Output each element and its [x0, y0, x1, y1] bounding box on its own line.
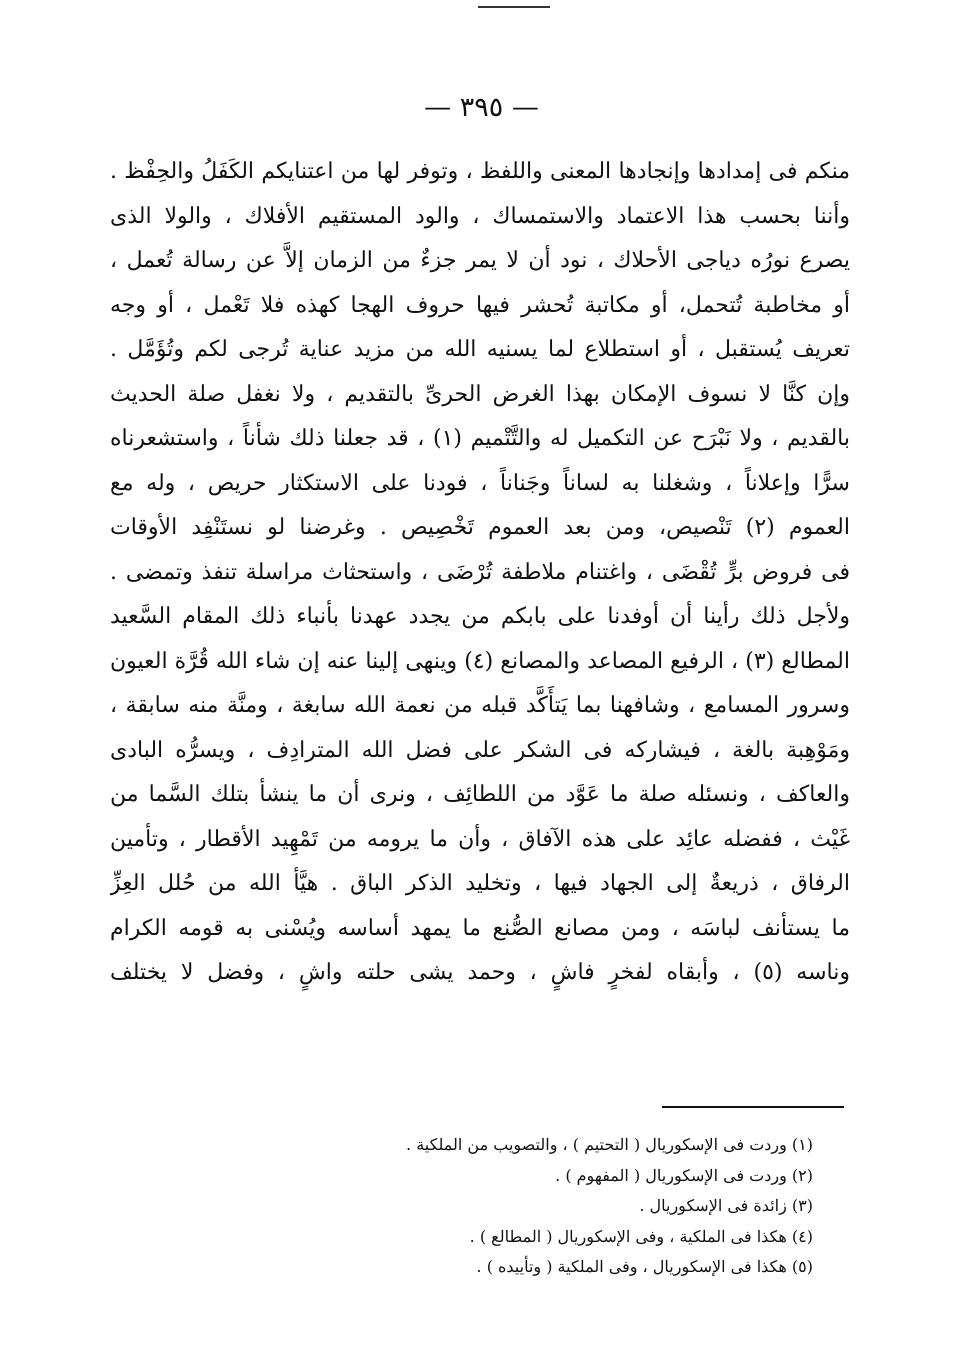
page-number: — ٣٩٥ — — [424, 92, 539, 123]
footnote: (٢) وردت فى الإسكوريال ( المفهوم ) . — [555, 1165, 813, 1185]
body-line: ومَوْهِبة بالغة ، فيشاركه فى الشكر على فضل الله المترادِف ، ويسرُّه البادى — [110, 737, 850, 763]
footnote: (١) وردت فى الإسكوريال ( التحتيم ) ، والتصويب من الملكية . — [406, 1135, 813, 1154]
footnote: (٤) هكذا فى الملكية ، وفى الإسكوريال ( المطالع ) . — [469, 1226, 813, 1246]
footnote: (٣) زائدة فى الإسكوريال . — [639, 1196, 813, 1215]
body-line: أو مخاطبة تُتحمل، أو مكاتبة تُحشر فيها حروف الهجا كهذه فلا تَعْمل ، أو وجه — [110, 292, 850, 318]
body-line: يصرع نورُه دياجى الأحلاك ، نود أن لا يمر جزءٌ من الزمان إلاَّ عن رسالة تُعمل ، — [110, 248, 850, 273]
body-line: والعاكف ، ونسئله صلة ما عَوَّد من اللطائِف ، ونرى أن ما ينشأ بتلك السَّما من — [110, 782, 850, 807]
body-text — [110, 150, 850, 996]
top-edge-mark — [478, 0, 550, 8]
body-line: الرفاق ، ذريعةٌ إلى الجهاد فيها ، وتخليد الذكر الباق . هيَّأ الله من حُلل العِزِّ — [110, 871, 850, 896]
body-line: وناسه (٥) ، وأبقاه لفخرٍ فاشٍ ، وحمد يشى حلته واشٍ ، وفضل لا يختلف — [110, 960, 850, 985]
body-line: وسرور المسامع ، وشافهنا بما يَتأَكَّد قبله من نعمة الله سابغة ، ومنَّة منه سابقة ، — [110, 693, 850, 718]
body-line: وأننا بحسب هذا الاعتماد والاستمساك ، والود المستقيم الأفلاك ، والولا الذى — [110, 203, 850, 229]
footnote: (٥) هكذا فى الإسكوريال ، وفى الملكية ( وتأييده ) . — [476, 1257, 813, 1276]
body-line: العموم (٢) تَنْصيص، ومن بعد العموم تَخْصِيص . وغرضنا لو نستَنْفِد الأوقات — [110, 515, 850, 540]
body-line: وإن كنَّا لا نسوف الإمكان بهذا الغرض الحرىِّ بالتقديم ، ولا نغفل صلة الحديث — [110, 381, 850, 407]
body-line: فى فروض برٍّ تُقْضَى ، واغتنام ملاطفة تُرْضَى ، واستحثاث مراسلة تنفذ وتمضى . — [110, 559, 850, 585]
body-line: بالقديم ، ولا نَبْرَح عن التكميل له والتَّتْميم (١) ، قد جعلنا ذلك شأناً ، واستشعرناه — [110, 426, 850, 451]
footnote-separator — [662, 1106, 844, 1108]
body-line: ولأجل ذلك رأينا أن أوفدنا على بابكم من يجدد عهدنا بأنباء ذلك المقام السَّعيد — [110, 604, 850, 629]
body-line: منكم فى إمدادها وإنجادها المعنى واللفظ ، وتوفر لها من اعتنايكم الكَفَلُ والحِفْظ . — [110, 159, 850, 184]
body-line: غَيْث ، ففضله عائِد على هذه الآفاق ، وأن ما يرومه من تَمْهِيد الأقطار ، وتأمين — [110, 826, 850, 852]
footnotes — [293, 1130, 813, 1283]
body-line: سرًّا وإعلاناً ، وشغلنا به لساناً وجَناناً ، فودنا على الاستكثار حريص ، وله مع — [110, 470, 850, 496]
body-line: ما يستأنف لباسَه ، ومن مصانع الصُّنع ما يمهد أساسه ويُسْنى به قومه الكرام — [110, 915, 850, 941]
body-line: تعريف يُستقبل ، أو استطلاع لما يسنيه الله من مزيد عناية تُرجى لكم وتُؤَمَّل . — [110, 337, 850, 362]
body-line: المطالع (٣) ، الرفيع المصاعد والمصانع (٤) وينهى إلينا عنه إن شاء الله قُرَّة العيون — [110, 648, 850, 674]
